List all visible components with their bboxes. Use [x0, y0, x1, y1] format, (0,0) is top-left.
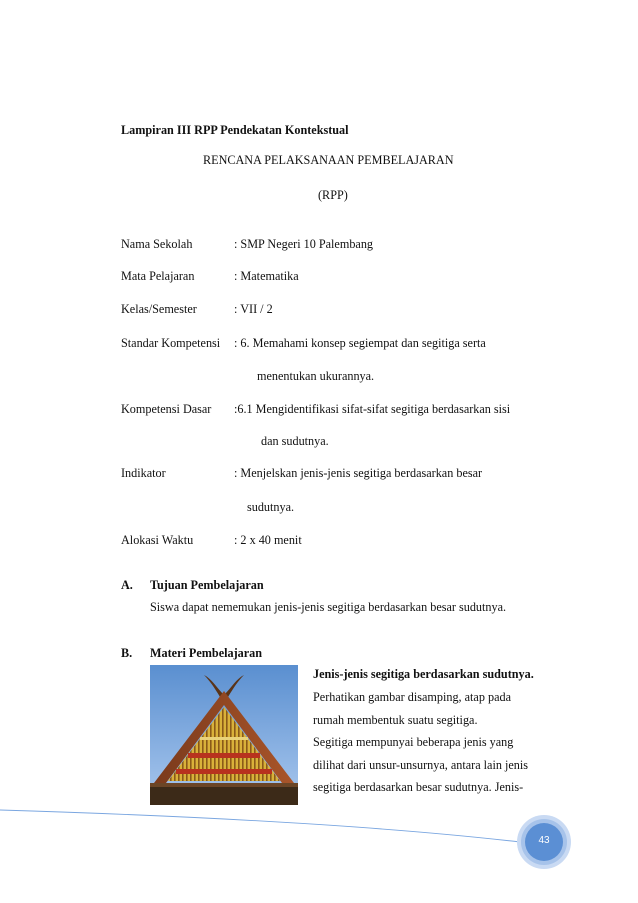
page-number: 43 — [538, 835, 550, 846]
section-b-line: dilihat dari unsur-unsurnya, antara lain jenis — [313, 758, 529, 772]
section-a-title: Tujuan Pembelajaran — [150, 578, 264, 592]
identity-label-basic-competence: Kompetensi Dasar — [121, 402, 212, 416]
section-b-line: Segitiga mempunyai beberapa jenis yang — [313, 735, 514, 749]
identity-label-subject: Mata Pelajaran — [121, 269, 195, 283]
identity-value-class: : VII / 2 — [234, 302, 273, 316]
identity-value-indicator-cont: sudutnya. — [247, 500, 295, 514]
identity-value-standard: : 6. Memahami konsep segiempat dan segitiga serta — [234, 336, 486, 350]
section-a-number: A. — [121, 578, 133, 592]
identity-value-subject: : Matematika — [234, 269, 299, 283]
identity-label-school: Nama Sekolah — [121, 237, 193, 251]
identity-value-basic-competence: :6.1 Mengidentifikasi sifat-sifat segitiga berdasarkan sisi — [234, 402, 511, 416]
section-b-title: Materi Pembelajaran — [150, 646, 263, 660]
identity-label-time: Alokasi Waktu — [121, 533, 194, 547]
document-abbreviation: (RPP) — [318, 188, 348, 202]
attachment-title: Lampiran III RPP Pendekatan Kontekstual — [121, 123, 349, 137]
identity-value-basic-competence-cont: dan sudutnya. — [261, 434, 329, 448]
identity-label-standard: Standar Kompetensi — [121, 336, 221, 350]
section-b-number: B. — [121, 646, 133, 660]
identity-value-school: : SMP Negeri 10 Palembang — [234, 237, 374, 251]
section-b-line: segitiga berdasarkan besar sudutnya. Jenis- — [313, 780, 524, 794]
section-b-line: Perhatikan gambar disamping, atap pada — [313, 690, 511, 704]
document-title: RENCANA PELAKSANAAN PEMBELAJARAN — [203, 153, 454, 167]
section-a-body: Siswa dapat nememukan jenis-jenis segitiga berdasarkan besar sudutnya. — [150, 600, 507, 614]
identity-label-class: Kelas/Semester — [121, 302, 197, 316]
identity-value-time: : 2 x 40 menit — [234, 533, 302, 547]
section-b-subtitle: Jenis-jenis segitiga berdasarkan sudutnya. — [313, 667, 534, 681]
identity-value-standard-cont: menentukan ukurannya. — [257, 369, 375, 383]
identity-label-indicator: Indikator — [121, 466, 166, 480]
section-b-line: rumah membentuk suatu segitiga. — [313, 713, 478, 727]
identity-value-indicator: : Menjelskan jenis-jenis segitiga berdasarkan besar — [234, 466, 483, 480]
